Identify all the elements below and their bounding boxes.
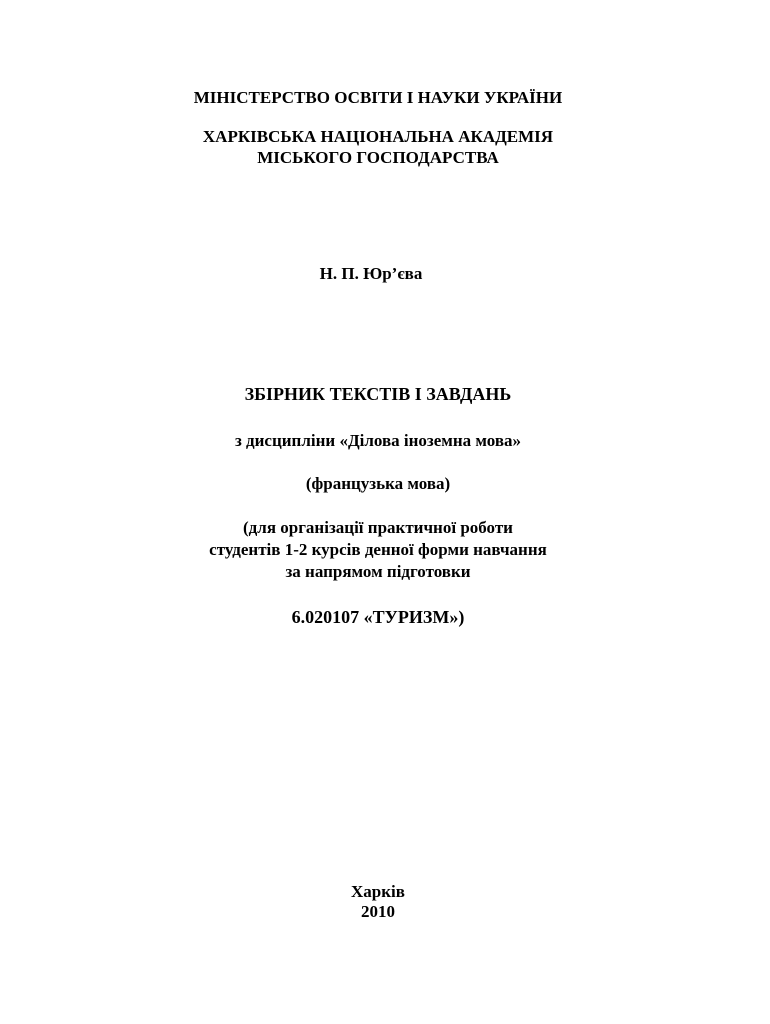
academy-name-line1: ХАРКІВСЬКА НАЦІОНАЛЬНА АКАДЕМІЯ bbox=[202, 127, 554, 146]
language-line: (французька мова) bbox=[305, 474, 451, 493]
publication-year: 2010 bbox=[361, 902, 395, 921]
purpose-line3: за напрямом підготовки bbox=[285, 562, 471, 581]
document-title: ЗБІРНИК ТЕКСТІВ І ЗАВДАНЬ bbox=[244, 384, 512, 404]
city-name: Харків bbox=[351, 882, 405, 901]
academy-name-line2: МІСЬКОГО ГОСПОДАРСТВА bbox=[257, 148, 499, 167]
author-name: Н. П. Юр’єва bbox=[319, 264, 423, 283]
discipline-line: з дисципліни «Ділова іноземна мова» bbox=[234, 431, 522, 450]
specialty-code: 6.020107 «ТУРИЗМ») bbox=[291, 607, 465, 627]
purpose-line2: студентів 1-2 курсів денної форми навчання bbox=[209, 540, 547, 559]
ministry-name: МІНІСТЕРСТВО ОСВІТИ І НАУКИ УКРАЇНИ bbox=[193, 88, 563, 107]
purpose-line1: (для організації практичної роботи bbox=[243, 518, 513, 537]
